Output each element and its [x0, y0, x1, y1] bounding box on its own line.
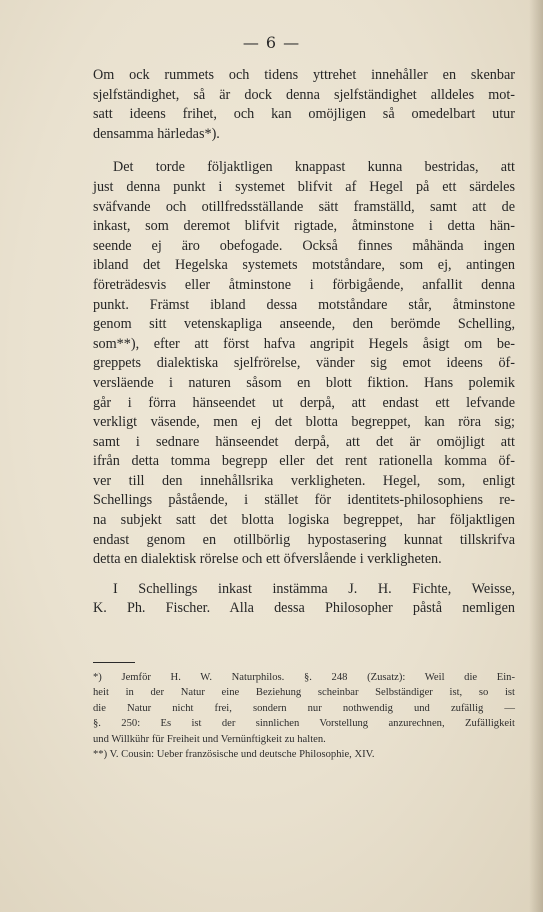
text-line: inkast, som deremot blifvit rigtade, åtminstone i detta hän-	[93, 218, 515, 235]
text-line: detta en dialektisk rörelse och ett öfverslående i verkligheten.	[93, 551, 442, 568]
footnote-line: heit in der Natur eine Beziehung scheinbar Selbständiger ist, so ist	[93, 687, 515, 699]
footnote-line: und Willkühr für Freiheit und Vernünftigkeit zu halten.	[93, 733, 326, 745]
text-line: seende ej äro obefogade. Också finnes måhända ingen	[93, 237, 515, 254]
text-line: endast genom en otillbörlig hypostasering kunnat tillskrifva	[93, 531, 515, 548]
text-line: som**), efter att först hafva angripit Hegels åsigt om be-	[93, 335, 515, 352]
text-line: Om ock rummets och tidens yttrehet innehåller en skenbar	[93, 67, 515, 83]
text-line: ver till den innehållsrika verkligheten. Hegel, som, enligt	[93, 472, 515, 489]
text-line: sjelfständighet, så är dock denna sjelfständighet alldeles mot-	[93, 86, 515, 103]
text-line: ibland det Hegelska systemets motståndare, som ej, antingen	[93, 257, 515, 274]
footnote-line: §. 250: Es ist der sinnlichen Vorstellung anzurechnen, Zufälligkeit	[93, 718, 515, 730]
footnote-line: *) Jemför H. W. Naturphilos. §. 248 (Zusatz): Weil die Ein-	[93, 672, 515, 683]
text-line: Schellings påstående, i stället för identitets-philosophiens re-	[93, 492, 515, 509]
text-line: ifrån detta tomma begrepp eller det rent rationella komma öf-	[93, 453, 515, 470]
text-line: samt i sednare hänseendet derpå, att det är omöjligt att	[93, 433, 515, 450]
main-text	[93, 66, 515, 619]
text-line: sväfvande och otillfredsställande sätt framställd, samt att de	[93, 198, 515, 215]
page-edge-shadow	[529, 0, 543, 912]
text-line: genom sitt vetenskapliga anseende, den berömde Schelling,	[93, 316, 515, 333]
footnote-line: **) V. Cousin: Ueber französische und deutsche Philosophie, XIV.	[93, 749, 375, 761]
text-line: företrädesvis eller åtminstone i förbigående, anfallit denna	[93, 276, 515, 293]
text-line: na subjekt satt det blotta logiska begreppet, har följaktligen	[93, 512, 515, 529]
text-line: Det torde följaktligen knappast kunna bestridas, att	[113, 159, 515, 176]
text-line: versläende i naturen såsom en blott fiktion. Hans polemik	[93, 374, 515, 391]
text-line: densamma härledas*).	[93, 125, 220, 142]
text-line: verkligt väsende, men ej det blotta begreppet, kan röra sig;	[93, 414, 515, 431]
footnotes	[93, 670, 515, 762]
text-line: K. Ph. Fischer. Alla dessa Philosopher påstå nemligen	[93, 600, 515, 617]
text-line: greppets dialektiska sjelfrörelse, vänder sig emot ideens öf-	[93, 355, 515, 372]
page-number: — 6 —	[242, 33, 301, 52]
text-line: punkt. Främst ibland dessa motståndare står, åtminstone	[93, 296, 515, 313]
text-line: I Schellings inkast instämma J. H. Fichte, Weisse,	[113, 580, 515, 597]
text-line: satt ideens frihet, och kan omöjligen så omedelbart utur	[93, 106, 515, 123]
text-line: just denna punkt i systemet blifvit af Hegel på ett särdeles	[93, 178, 515, 195]
footnote-line: die Natur nicht frei, sondern nur nothwendig und zufällig —	[93, 702, 515, 714]
paragraph-2	[93, 158, 515, 569]
paragraph-1	[93, 66, 515, 144]
text-line: går i förra hänseendet ut derpå, att endast ett lefvande	[93, 394, 515, 411]
paragraph-3	[93, 580, 515, 619]
footnote-rule	[93, 662, 135, 663]
